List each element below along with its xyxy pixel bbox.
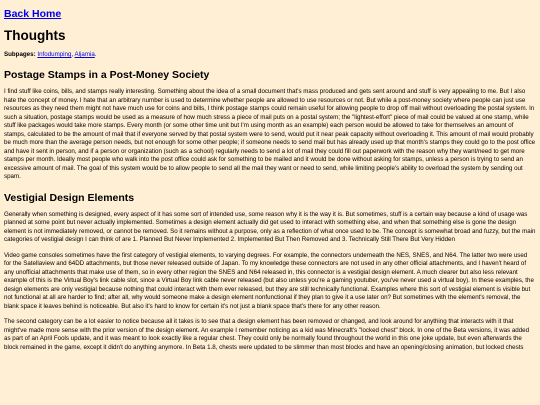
section-vestigial-design [4,192,536,353]
section-heading: Postage Stamps in a Post-Money Society [4,69,210,81]
subpages-line [4,50,536,59]
section-paragraph: The second category can be a lot easier to notice because all it takes is to see that a design element has been removed or changed, and look around for anything that interacts with it that might've made more sense with the prior version of the design element. An example I remember noticing as a kid was Minecraft's "locked chest" block. In one of the Beta versions, it was added as part of an April Fools update, and it was meant to look exactly like a regular chest. They could only be normally found throughout the world in this one joke update, but even afterwards the block remained in the game, except it didn't do anything anymore. In Beta 1.8, chests were updated to be slimmer than most blocks and have an opening/closing animation, but locked chests [4,318,530,351]
back-home-link[interactable]: Back Home [4,8,62,20]
subpages-terminator: . [94,51,97,58]
section-paragraph: Video game consoles sometimes have the first category of vestigial elements, to varying degrees. For example, the connectors underneath the NES, SNES, and N64. The latter two were used for the Satellaview and 64DD attachments, but those never released outside of Japan. To my knowledge these connectors are not used in any other official attachments, and I haven't heard of any unofficial attachments that make use of them, so in every other region the SNES and N64 released in, this connector is a vestigial design element. A much clearer but also less relevant example of this is the Virtual Boy's link cable slot, since a Virtual Boy link cable never released (but also unless you're a gaming youtuber, you've never used a virtual boy). In these examples, the design elements are only vestigial because nothing that could interact with them ever released, but they are still technically functional. Examples where this sort of vestigial element is visible but not functional at all are harder to find; after all, why would someone make a design element nonfunctional if they plan to give it a use later on? But sometimes with the element's removal, the blank space it leaves behind is noticeable. But also it's hard to know for certain it's not just a blank space that's there for any other reason. [4,251,534,310]
subpages-label: Subpages: [4,51,36,58]
page-title: Thoughts [4,28,66,43]
subpage-link-aljamia[interactable]: Aljamia [74,51,95,58]
section-paragraph: I find stuff like coins, bills, and stamps really interesting. Something about the idea of a small document that's mass produced and gets sent around and stuff is very appealing to me. But I also hate the concept of money. I hate that an arbitrary number is used to determine whether people are allowed to use resources or not. But while a post-money society where people can just use resources as they need them might not have much use for coins and bills, I think postage stamps could remain useful for allowing people to drop off mail without overloading the postal system. In such a situation, postage stamps would be used as a measure of how much stress a piece of mail puts on a postal system; the "lightest-effort" piece of mail could be valued at one stamp, while stuff like packages would take more stamps. Every month (or some other time unit but I'm using month as an example) each person would be allowed to take for themselves an amount of stamps, calculated to be the amount of mail that if everyone served by that postal system were to send, would put it near peak capacity without overloading it. This amount of mail would probably be much more than the average person needs, but not enough for some other people; if someone needs to send mail but has already used up that month's stamps they could go to the post office and have it sent in person, and if a person or organization (such as a school) regularly needs to send a lot of mail they could fill out paperwork with the reason why they want/need to get more stamps per month. Ideally most people who walk into the post office could ask for something to be mailed and it would be done without asking for stamps, unless a person is trying to send an excessive amount of mail. The goal of this system would be to allow people to send all the mail they want or need to send, while limiting people's ability to overload the system by sending out spam. [4,88,536,180]
section-heading: Vestigial Design Elements [4,191,135,204]
subpages-separator: , [71,51,75,58]
section-postage-stamps [4,69,536,182]
section-paragraph: Generally when something is designed, every aspect of it has some sort of intended use, some reason why it is the way it is. But sometimes, stuff is a certain way because a kind of usage was planned at some point but never actually implemented. Sometimes a design element actually did get used to interact with something else, and when that something else is gone the design element is not immediately removed, or cannot be removed. So it remains without a purpose, only as a reflection of what once used to be. The concept is somewhat broad and fuzzy, but the main categories of vestigial design I can think of are 1. Planned But Never Implemented 2. Implemented But Then Removed and 3. Technically Still There But Very Hidden [4,210,536,243]
subpage-link-infodumping[interactable]: Infodumping [37,51,72,58]
